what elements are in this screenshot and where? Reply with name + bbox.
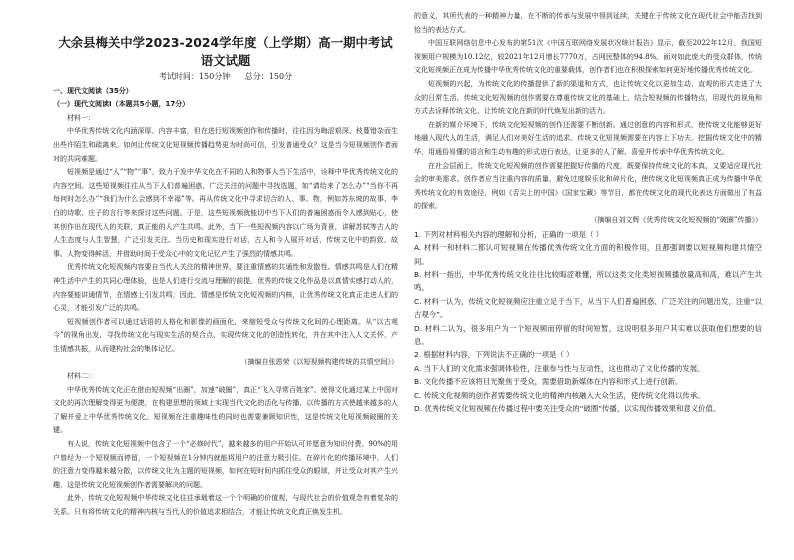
material2-para: 有人说，传统文化短视频中包含了一个“必修时代”，越来越多的用户开始认可并愿意为知识付费。90%的用户曾经为一个短视频而停留，一个短视频在1分钟内就能将用户的注意力吸引住。在碎片化的传播环境中，人们的注意力变得越来越分散，以传统文化为主题的短视频，如何在短时间内抓住受众的眼球，并让受众对其产生兴趣，这是传统文化短视频创作者需要解决的问题。 bbox=[53, 440, 398, 489]
right-para: 短视频的兴起，为传统文化的传播提供了新的渠道和方式，也让传统文化以更加生动、直观的形式走进了大众的日常生活。传统文化短视频的创作需要在尊重传统文化的基础上，结合短视频的传播特点，用现代的视角和方式去诠释传统文化，让传统文化在新的时代焕发出新的活力。 bbox=[414, 79, 762, 116]
material1-para: 短视频创作者可以通过话语的人格化和影像的画面化，来缩短受众与传统文化间的心理距离。从“以古观今”的视角出发，寻找传统文化与现实生活的契合点，实现传统文化的创造性转化，并在其中注入人文关怀，产生情感共振，从而建构社会的集体记忆。 bbox=[53, 317, 398, 353]
section-heading: 一、现代文阅读（35分） bbox=[53, 86, 133, 95]
subsection-heading: （一）现代文阅读Ⅰ（本题共5小题，17分） bbox=[53, 100, 190, 109]
question-option: B. 材料一指出，中华优秀传统文化往往比较晦涩难懂，所以这类文化类短视频播放量高和高，难以产生共鸣。 bbox=[414, 269, 762, 293]
exam-score: 总分：150分 bbox=[244, 72, 293, 81]
material2-source: （摘编自刘文辉《优秀传统文化短视频的“破圈”传播》） bbox=[590, 215, 762, 224]
material1-para: 短视频是通过“人”“物”“事”，致力于发中华文化在不同的人和物事人当下生活中，诠释中华优秀传统文化的内容空间。这些短视频往往从当下人们普遍困惑，广泛关注的问题中寻找选题，如“请给来了怎么办”“当你不再每何时怎么办”“我们为什么会感到不幸福”等。再从传统文化中寻求切合的人、事、物，例如苏东坡的故事、李白的诗歌、庄子的言行等来探讨这些问题。于是，这些短视频就能切中当下人们的普遍困惑而令人感到贴心，使其创作出在现代人的关联，真正能的人产生共鸣。此外，当下一些短视频内容以广场为背景，讲解苏轼等古人的人生态度与人生智慧，广泛引发关注。当历史和现实进行对话，古人和今人展开对话，传统文化中的韵致、故事、人物变得鲜活，并借助时间于受众心中的文化记忆产生了强烈的情感共鸣。 bbox=[53, 168, 398, 258]
material2-para: 中华优秀传统文化正在借由短视频“出圈”，加速“破圈”，真正“飞入寻常百姓家”。使得文化通过某上中国对文化的再次理解变得更为便捷，在构建思想的领域上实现当代文化的活化与传播，以传播的方式使越来越多的人了解并爱上中华优秀传统文化。短视频在注重趣味性的同时也需要兼顾知识性，这是传统文化短视频破圈的关键。 bbox=[53, 385, 398, 435]
question-option: C. 材料一认为，传统文化短视频应注重立足于当下，从当下人们普遍困惑、广泛关注的问题出发，注重“以古观今”。 bbox=[414, 296, 762, 320]
question-option: B. 文化传播不应该将目光聚焦于受众，需要借助新媒体在内容和形式上进行创新。 bbox=[414, 377, 683, 387]
question-option: D. 优秀传统文化短视频在传播过程中要关注受众的“破圈”传播，以实现传播效果和意义价值。 bbox=[414, 404, 721, 414]
question-option: C. 传统文化视频的创作者需要传统文化的精神内核融入大众生活，使传统文化得以传承。 bbox=[414, 390, 705, 400]
material1-label: 材料一： bbox=[67, 113, 95, 122]
right-para: 在社会层面上，传统文化短视频的创作需要把握好传播的尺度，既要保持传统文化的本真，又要适应现代社会的审美需求。创作者应当注重内容的质量，避免过度娱乐化和碎片化，使传统文化短视频真正成为传播中华优秀传统文化的有效途径，例如《舌尖上的中国》《国家宝藏》等节目，都在传统文化的现代化表达方面做出了有益的探索。 bbox=[414, 161, 762, 211]
material1-source: （摘编自张恩荣《以短视频构建传统的共情空间》） bbox=[240, 358, 398, 367]
material1-para: 中华优秀传统文化内涵深厚、内容丰富，但在进行短视频创作和传播时，往往因为晦涩艰深、枝蔓错杂而生出些许陌生和疏离来。如何让传统文化短视频传播趋势更为时尚可信，引发普通受众？这是当今短视频创作者面对的共同难题。 bbox=[53, 127, 398, 163]
question-option: A. 当下人们的文化需求强调体验性，注重参与性与互动性，这也推动了文化传播的发展。 bbox=[414, 363, 705, 373]
question-option: A. 材料一和材料二都认可短视频在传播优秀传统文化方面的积极作用，且都强调要以短视频构建共情空间。 bbox=[414, 243, 762, 266]
right-para: 在新的媒介环境下，传统文化短视频的创作还需要不断创新。通过创意的内容和形式，使传统文化能够更好地融入现代人的生活，满足人们对美好生活的追求。传统文化短视频需要在内容上下功夫，挖掘传统文化中的精华，用通俗易懂的语言和生动有趣的形式进行表达，让更多的人了解、喜爱并传承中华优秀传统文化。 bbox=[414, 120, 762, 156]
material2-label: 材料二： bbox=[67, 372, 95, 381]
right-para: 的意义，其所代表的一种精神力量，在不断的传承与发展中得到延续，关键在于传统文化在现代社会中能否找到恰当的表达方式。 bbox=[414, 12, 762, 34]
material2-para: 此外，传统文化短视频中华传统文化往往承载着这一个个明确的价值观，与现代社会的价值观念有着复杂的关系。只有将传统文化的精神内核与当代人的价值追求相结合，才能让传统文化真正焕发生机。 bbox=[53, 494, 398, 516]
exam-subtitle: 语文试题 bbox=[200, 53, 251, 68]
exam-title: 大余县梅关中学2023-2024学年度（上学期）高一期中考试 bbox=[58, 35, 393, 50]
question-stem: 1. 下列对材料相关内容的理解和分析，正确的一项是（ ） bbox=[414, 229, 604, 239]
exam-meta bbox=[53, 70, 398, 84]
right-para: 中国互联网络信息中心发布的第51次《中国互联网络发展状况统计报告》显示，截至2022年12月，我国短视频用户规模为10.12亿，较2021年12月增长7770万，占网民整体的94.8%。面对如此庞大的受众群体，传统文化短视频正在成为传播中华优秀传统文化的重要载体，创作者们也在积极探索如何更好地传播优秀传统文化。 bbox=[414, 39, 762, 75]
left-column bbox=[53, 10, 398, 520]
question-option: D. 材料二认为，很多用户为一个短视频而停留的时间短暂，这说明很多用户其实难以获取他们想要的信息。 bbox=[414, 323, 762, 346]
material1-para: 优秀传统文化短视频内容要自当代人关注的精神世界，要注重情感的共通性和发散性。情感共鸣是人们在精神生活中产生的共同心理体验，也是人们进行交流与理解的前提。优秀的传统文化作品是以真情实感打动人的，内容要能讲通情节，在情感上引发共鸣，因此，情感是传统文化短视频的内核，让优秀传统文化真正走进人们的心灵，才能引发广泛的共鸣。 bbox=[53, 263, 398, 313]
exam-time: 考试时间：150分钟 bbox=[158, 72, 231, 81]
right-column bbox=[414, 10, 762, 416]
question-stem: 2. 根据材料内容，下列说法不正确的一项是（ ） bbox=[414, 350, 574, 360]
